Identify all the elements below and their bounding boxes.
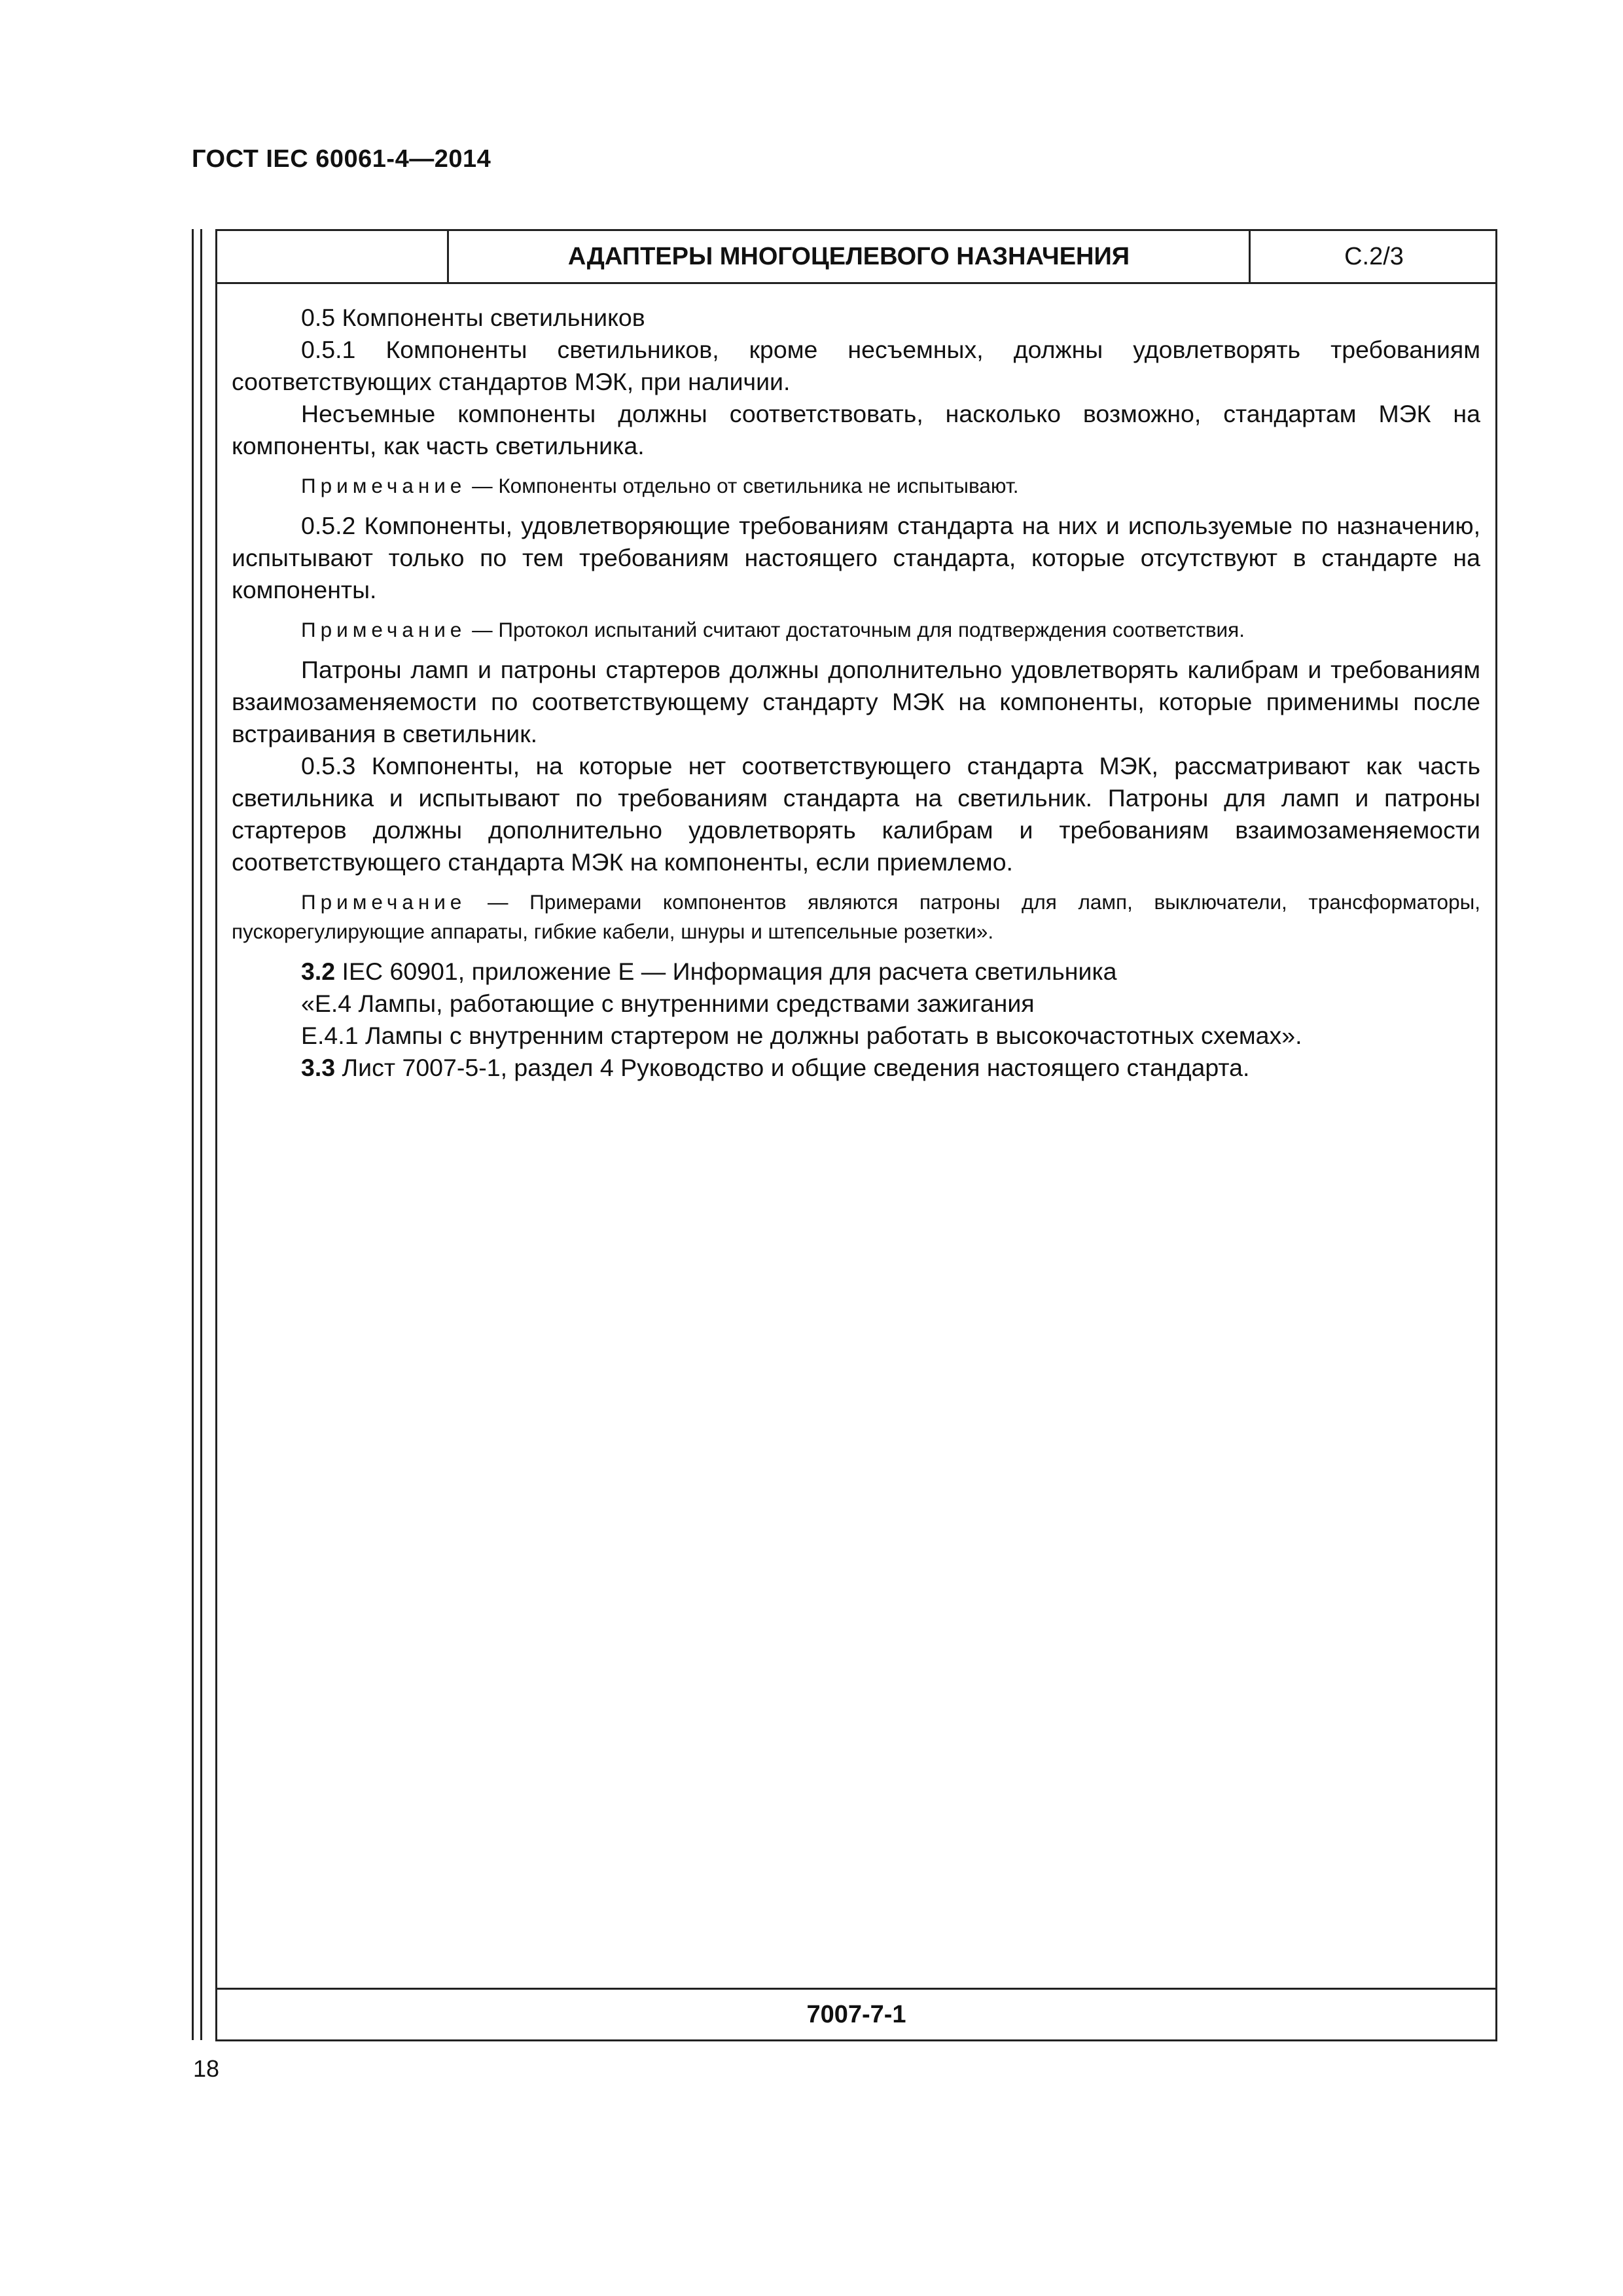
page-number: 18 xyxy=(193,2055,220,2082)
note-3 xyxy=(232,888,1480,946)
sheet-footer-code: 7007-7-1 xyxy=(217,1988,1495,2039)
paragraph-non-removable: Несъемные компоненты должны соответствовать, насколько возможно, стандартам МЭК на компоненты, как часть светильника. xyxy=(232,400,1480,459)
note-label: Примечание xyxy=(301,474,467,497)
paragraph-3-3 xyxy=(232,1052,1480,1084)
paragraph-3-2 xyxy=(232,956,1480,988)
sheet-frame xyxy=(215,229,1497,2041)
sheet-page-ref: С.2/3 xyxy=(1249,231,1497,282)
sheet-content xyxy=(232,302,1480,1084)
title-cell-empty xyxy=(217,231,449,282)
note-text: — Компоненты отдельно от светильника не испытывают. xyxy=(466,474,1019,497)
margin-line-outer xyxy=(192,229,194,2040)
clause-number: 3.3 xyxy=(301,1054,336,1081)
paragraph-lampholders: Патроны ламп и патроны стартеров должны дополнительно удовлетворять калибрам и требованиям взаимозаменяемости по соответствующему стандарту МЭК на компоненты, которые применимы после встраивания в светильник. xyxy=(232,656,1480,747)
clause-number: 3.2 xyxy=(301,958,336,985)
paragraph-e-4-1: Е.4.1 Лампы с внутренним стартером не должны работать в высокочастотных схемах». xyxy=(301,1022,1302,1049)
margin-line-inner xyxy=(200,229,202,2040)
paragraph-0-5-3: 0.5.3 Компоненты, на которые нет соответствующего стандарта МЭК, рассматривают как часть светильника и испытывают по требованиям стандарта на светильник. Патроны для ламп и патроны стартеров должны дополнительно удовлетворять калибрам и требованиям взаимозаменяемости соответствующего стандарта МЭК на компоненты, если приемлемо. xyxy=(232,752,1480,876)
note-2 xyxy=(232,615,1480,645)
clause-text: IEC 60901, приложение Е — Информация для расчета светильника xyxy=(335,958,1117,985)
note-label: Примечание xyxy=(301,890,467,914)
note-1 xyxy=(232,471,1480,501)
note-label: Примечание xyxy=(301,618,467,641)
paragraph-0-5-2: 0.5.2 Компоненты, удовлетворяющие требованиям стандарта на них и используемые по назначению, испытывают только по тем требованиям настоящего стандарта, которые отсутствуют в стандарте на компоненты. xyxy=(232,512,1480,603)
note-text: — Примерами компонентов являются патроны для ламп, выключатели, трансформаторы, пускорегулирующие аппараты, гибкие кабели, шнуры и штепсельные розетки». xyxy=(232,890,1480,943)
note-text: — Протокол испытаний считают достаточным для подтверждения соответствия. xyxy=(466,618,1245,641)
paragraph-0-5: 0.5 Компоненты светильников xyxy=(301,304,645,331)
paragraph-e-4: «Е.4 Лампы, работающие с внутренними средствами зажигания xyxy=(301,990,1035,1017)
clause-text: Лист 7007-5-1, раздел 4 Руководство и общие сведения настоящего стандарта. xyxy=(335,1054,1250,1081)
sheet-title: АДАПТЕРЫ МНОГОЦЕЛЕВОГО НАЗНАЧЕНИЯ xyxy=(567,242,1130,270)
document-header: ГОСТ IEC 60061-4—2014 xyxy=(192,145,491,173)
paragraph-0-5-1: 0.5.1 Компоненты светильников, кроме несъемных, должны удовлетворять требованиям соответствующих стандартов МЭК, при наличии. xyxy=(232,336,1480,395)
title-block xyxy=(217,231,1495,284)
